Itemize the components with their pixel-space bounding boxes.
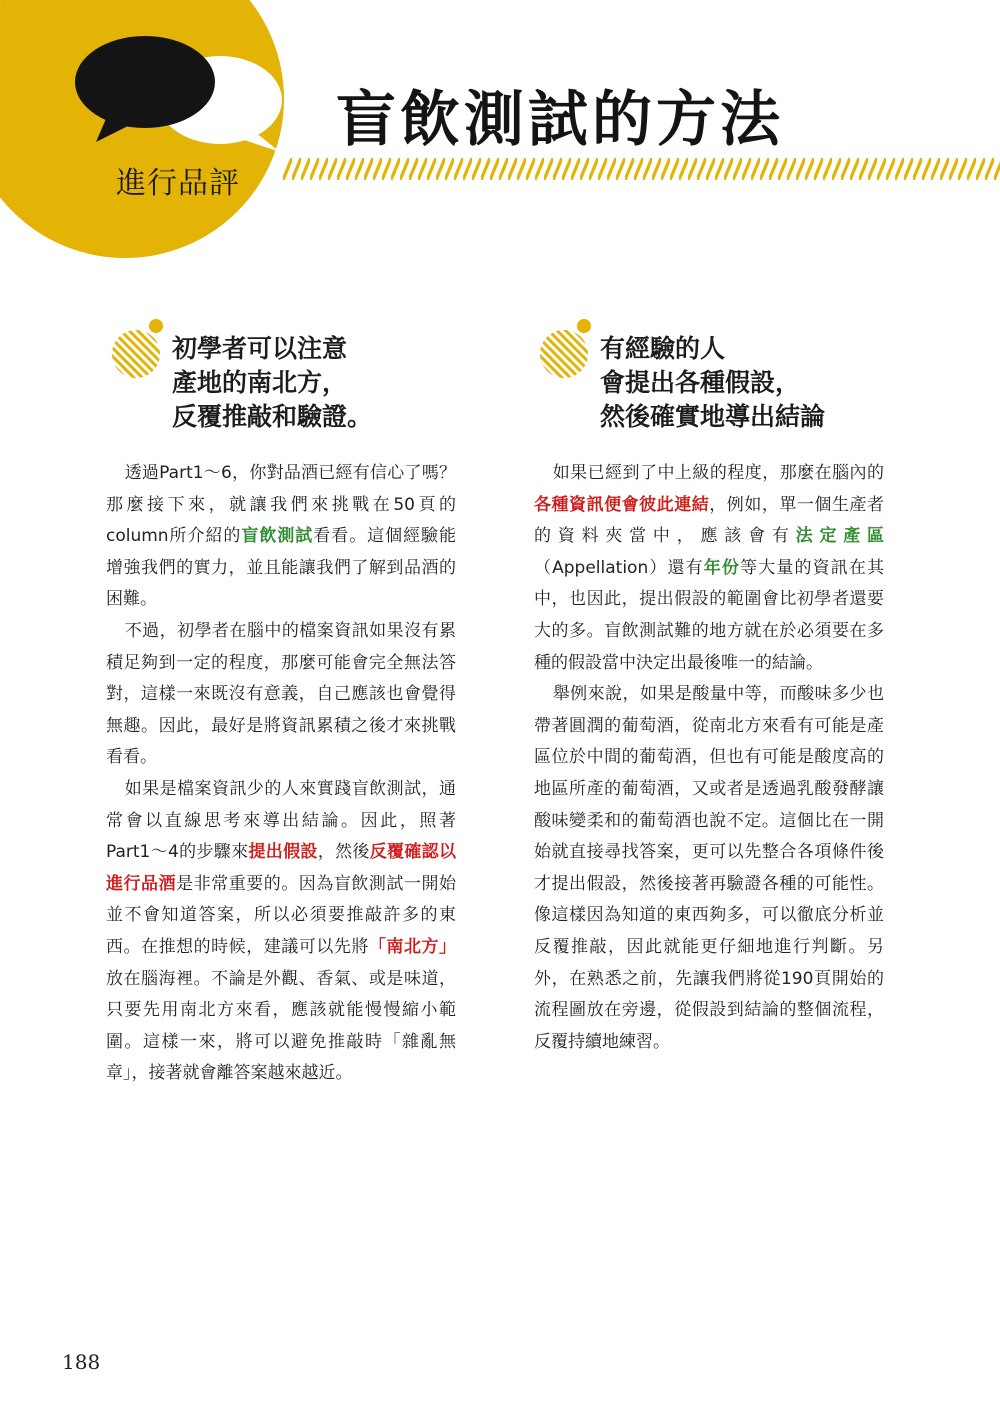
title-stripe-divider [283,158,1000,180]
striped-circle-icon [534,318,598,382]
text-run: （Appellation）還有 [534,557,704,578]
page-number: 188 [62,1350,101,1374]
highlight-term: 提出假設 [248,842,318,863]
heading-line: 會提出各種假設， [600,368,801,397]
text-run: 看看。這個經驗能增強我們的實力，並且能讓我們了解到品酒的困難。 [106,526,457,610]
text-run: 等大量的資訊在其中，也因此，提出假設的範圍會比初學者還要大的多。盲飲測試難的地方就在於必須要在多種的假設當中決定出最後唯一的結論。 [534,557,885,673]
left-subheading [172,318,456,434]
text-run: 放在腦海裡。不論是外觀、香氣、或是味道，只要先用南北方來看，應該就能慢慢縮小範圍。這樣一來，將可以避免推敲時「雜亂無章」，接著就會離答案越來越近。 [106,968,456,1084]
heading-line: 然後確實地導出結論 [600,402,826,431]
left-body [106,458,456,1090]
paragraph: 不過，初學者在腦中的檔案資訊如果沒有累積足夠到一定的程度，那麼可能會完全無法答對，這樣一來既沒有意義，自己應該也會覺得無趣。因此，最好是將資訊累積之後才來挑戰看看。 [106,620,456,768]
paragraph: 舉例來說，如果是酸量中等，而酸味多少也帶著圓潤的葡萄酒，從南北方來看有可能是產區位於中間的葡萄酒，但也有可能是酸度高的地區所產的葡萄酒，又或者是透過乳酸發酵讓酸味變柔和的葡萄酒也說不定。這個比在一開始就直接尋找答案，更可以先整合各項條件後才提出假設，然後接著再驗證各種的可能性。像這樣因為知道的東西夠多，可以徹底分析並反覆推敲，因此就能更仔細地進行判斷。另外，在熟悉之前，先讓我們將從190頁開始的流程圖放在旁邊，從假設到結論的整個流程，反覆持續地練習。 [534,684,884,1052]
striped-circle-icon [106,318,170,382]
highlight-term: 反覆確認以進行品酒 [106,842,457,894]
text-run: 是非常重要的。因為盲飲測試一開始並不會知道答案，所以必須要推敲許多的東西。在推想的時候，建議可以先將 [106,873,457,957]
heading-line: 有經驗的人 [600,334,726,363]
highlight-term: 盲飲測試 [241,526,314,547]
heading-line: 產地的南北方， [172,368,348,397]
highlight-term: 年份 [703,557,741,578]
paragraph [106,774,456,1090]
section-label: 進行品評 [116,166,240,201]
heading-line: 反覆推敲和驗證。 [172,402,373,431]
speech-bubbles-icon [70,30,310,160]
right-subheading [600,318,884,434]
left-column [106,318,456,1090]
right-column [534,318,884,1058]
text-run: ，然後 [317,842,370,863]
paragraph [534,458,884,679]
paragraph [106,458,456,616]
text-run: 如果是檔案資訊少的人來實踐盲飲測試，通常會以直線思考來導出結論。因此，照著Part1～4的步驟來 [106,778,456,863]
heading-line: 初學者可以注意 [172,334,348,363]
text-run: ，例如，單一個生產者的資料夾當中，應該會有 [534,494,885,547]
highlight-term: 「南北方」 [368,936,457,957]
highlight-term: 法定產區 [795,526,885,547]
right-body [534,458,884,1058]
text-run: 透過Part1～6，你對品酒已經有信心了嗎？那麼接下來，就讓我們來挑戰在50頁的column所介紹的 [106,463,456,547]
page-title: 盲飲測試的方法 [336,85,784,155]
highlight-term: 各種資訊便會彼此連結 [534,494,710,515]
text-run: 如果已經到了中上級的程度，那麼在腦內的 [552,463,884,483]
